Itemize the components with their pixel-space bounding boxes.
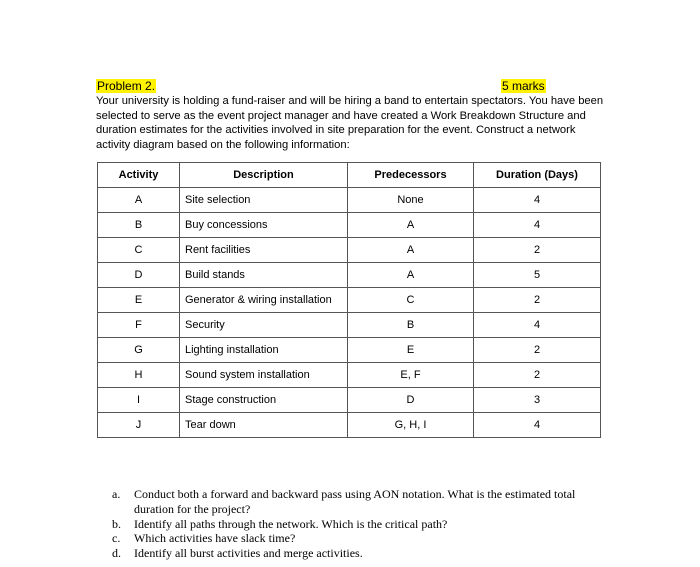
cell-description: Stage construction (180, 388, 348, 413)
cell-duration: 5 (474, 263, 601, 288)
problem-marks: 5 marks (502, 79, 545, 93)
cell-description: Lighting installation (180, 338, 348, 363)
cell-description: Generator & wiring installation (180, 288, 348, 313)
table-row (98, 363, 601, 388)
question-label: c. (112, 531, 121, 546)
cell-predecessors: G, H, I (348, 413, 474, 438)
cell-duration: 3 (474, 388, 601, 413)
question-item (112, 546, 612, 561)
cell-description: Build stands (180, 263, 348, 288)
cell-predecessors: A (348, 238, 474, 263)
cell-activity: G (98, 338, 180, 363)
question-item (112, 487, 612, 517)
table-row (98, 413, 601, 438)
cell-activity: E (98, 288, 180, 313)
question-label: b. (112, 516, 121, 531)
table-row (98, 238, 601, 263)
header-predecessors: Predecessors (348, 163, 474, 188)
cell-activity: H (98, 363, 180, 388)
cell-duration: 2 (474, 338, 601, 363)
cell-description: Buy concessions (180, 213, 348, 238)
cell-predecessors: A (348, 213, 474, 238)
question-text: Identify all burst activities and merge activities. (134, 546, 363, 561)
cell-predecessors: D (348, 388, 474, 413)
cell-description: Security (180, 313, 348, 338)
cell-activity: D (98, 263, 180, 288)
problem-intro: Your university is holding a fund-raiser and will be hiring a band to entertain spectators. You have been selected to serve as the event project manager and have created a Work Breakdown Structure and duration estimates for the activities involved in site preparation for the event. Construct a network activity diagram based on the following information: (96, 95, 604, 151)
table-row (98, 288, 601, 313)
question-item (112, 517, 612, 532)
cell-predecessors: E (348, 338, 474, 363)
cell-activity: F (98, 313, 180, 338)
cell-duration: 4 (474, 188, 601, 213)
cell-duration: 2 (474, 238, 601, 263)
cell-duration: 4 (474, 413, 601, 438)
table-row (98, 338, 601, 363)
question-item (112, 531, 612, 546)
activity-table (97, 162, 601, 438)
question-text: Which activities have slack time? (134, 531, 296, 546)
table-header-row (98, 163, 601, 188)
cell-predecessors: C (348, 288, 474, 313)
cell-activity: B (98, 213, 180, 238)
question-label: d. (112, 546, 121, 561)
header-activity: Activity (98, 163, 180, 188)
header-duration: Duration (Days) (474, 163, 601, 188)
cell-description: Sound system installation (180, 363, 348, 388)
cell-activity: J (98, 413, 180, 438)
cell-activity: I (98, 388, 180, 413)
cell-predecessors: None (348, 188, 474, 213)
question-text: Conduct both a forward and backward pass using AON notation. What is the estimated total duration for the project? (134, 487, 576, 516)
question-text: Identify all paths through the network. Which is the critical path? (134, 516, 448, 531)
header-description: Description (180, 163, 348, 188)
table-row (98, 313, 601, 338)
cell-description: Tear down (180, 413, 348, 438)
cell-description: Rent facilities (180, 238, 348, 263)
cell-duration: 2 (474, 363, 601, 388)
question-list (112, 487, 612, 561)
cell-duration: 4 (474, 313, 601, 338)
table-row (98, 213, 601, 238)
cell-predecessors: A (348, 263, 474, 288)
table-row (98, 188, 601, 213)
cell-description: Site selection (180, 188, 348, 213)
cell-activity: A (98, 188, 180, 213)
problem-title: Problem 2. (97, 79, 156, 93)
cell-activity: C (98, 238, 180, 263)
cell-duration: 2 (474, 288, 601, 313)
cell-duration: 4 (474, 213, 601, 238)
table-row (98, 388, 601, 413)
question-label: a. (112, 487, 121, 501)
cell-predecessors: E, F (348, 363, 474, 388)
table-row (98, 263, 601, 288)
cell-predecessors: B (348, 313, 474, 338)
